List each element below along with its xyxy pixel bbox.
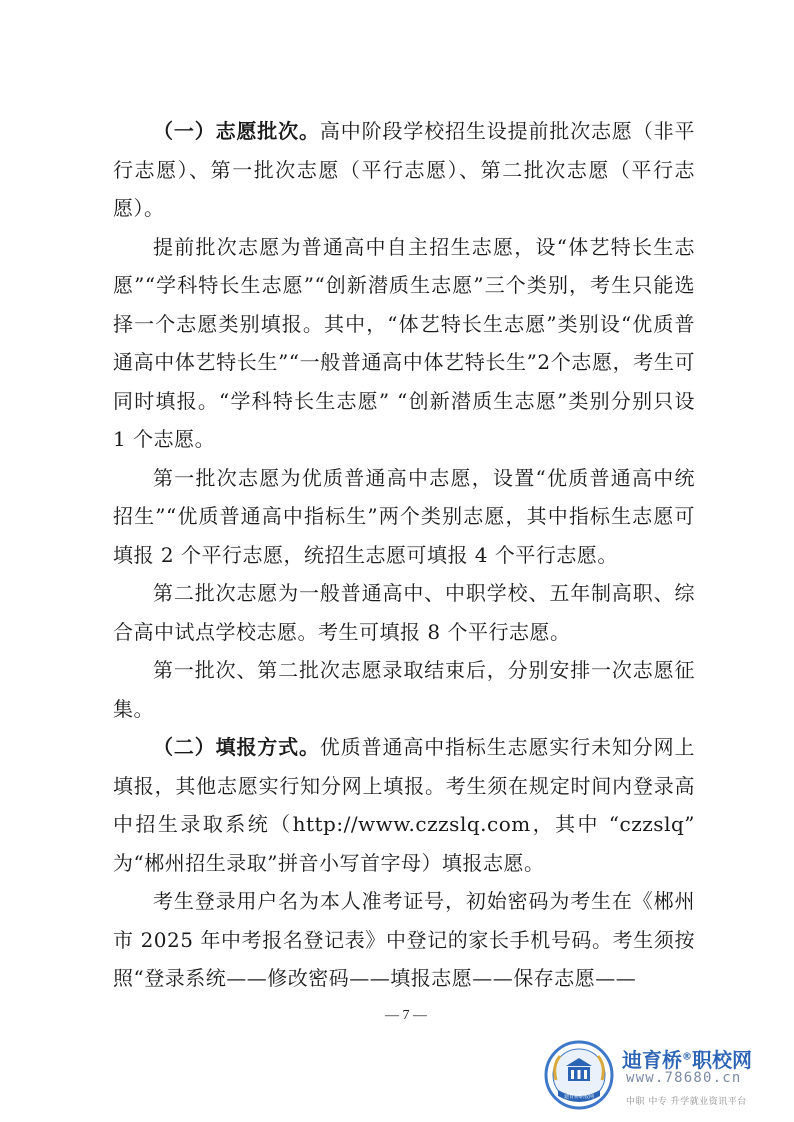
- watermark: [544, 1040, 794, 1122]
- paragraph-text: 第一批次志愿为优质普通高中志愿，设置“优质普通高中统招生”“优质普通高中指标生”两个类别志愿，其中指标生志愿可填报 2 个平行志愿，统招生志愿可填报 4 个平行志愿。: [113, 465, 695, 567]
- svg-text:迪育桥职校网: 迪育桥职校网: [563, 1094, 595, 1100]
- paragraph-text: 优质普通高中指标生志愿实行未知分网上填报，其他志愿实行知分网上填报。考生须在规定时间内登录高中招生录取系统（http://www.czzslq.com，其中 “czzslq” 为“郴州招生录取”拼音小写首字母）填报志愿。: [113, 735, 696, 875]
- brand-name-suffix: 职校网: [692, 1048, 752, 1072]
- paragraph-3: [113, 459, 695, 575]
- paragraph-text: 高中阶段学校招生设提前批次志愿（非平行志愿）、第一批次志愿（平行志愿）、第二批次志愿（平行志愿）。: [113, 119, 696, 220]
- section-heading-2: （二）填报方式。: [153, 735, 320, 759]
- paragraph-1: [113, 112, 695, 228]
- paragraph-5: [113, 651, 695, 728]
- school-logo-icon: [544, 1040, 614, 1110]
- brand-url: www.78680.cn: [626, 1070, 742, 1086]
- paragraph-text: 第二批次志愿为一般普通高中、中职学校、五年制高职、综合高中试点学校志愿。考生可填报 8 个平行志愿。: [113, 581, 695, 644]
- brand-name: [622, 1044, 752, 1073]
- brand-name-main: 迪育桥: [622, 1048, 682, 1072]
- registered-mark: ®: [682, 1051, 692, 1063]
- paragraph-6: [113, 728, 695, 882]
- document-body: [113, 112, 695, 998]
- paragraph-text: 第一批次、第二批次志愿录取结束后，分别安排一次志愿征集。: [113, 658, 695, 721]
- paragraph-text: 提前批次志愿为普通高中自主招生志愿，设“体艺特长生志愿”“学科特长生志愿”“创新潜质生志愿”三个类别，考生只能选择一个志愿类别填报。其中，“体艺特长生志愿”类别设“优质普通高中体艺特长生”“一般普通高中体艺特长生”2个志愿，考生可同时填报。“学科特长生志愿” “创新潜质生志愿”类别分别只设 1 个志愿。: [113, 234, 695, 451]
- section-heading-1: （一）志愿批次。: [153, 119, 320, 143]
- page-number: — 7 —: [385, 1008, 427, 1023]
- paragraph-2: [113, 228, 695, 459]
- paragraph-text: 考生登录用户名为本人准考证号，初始密码为考生在《郴州市 2025 年中考报名登记表》中登记的家长手机号码。考生须按照“登录系统——修改密码——填报志愿——保存志愿——: [113, 889, 695, 990]
- brand-tagline: 中职 中专 升学就业资讯平台: [626, 1097, 747, 1107]
- paragraph-7: [113, 882, 695, 998]
- paragraph-4: [113, 574, 695, 651]
